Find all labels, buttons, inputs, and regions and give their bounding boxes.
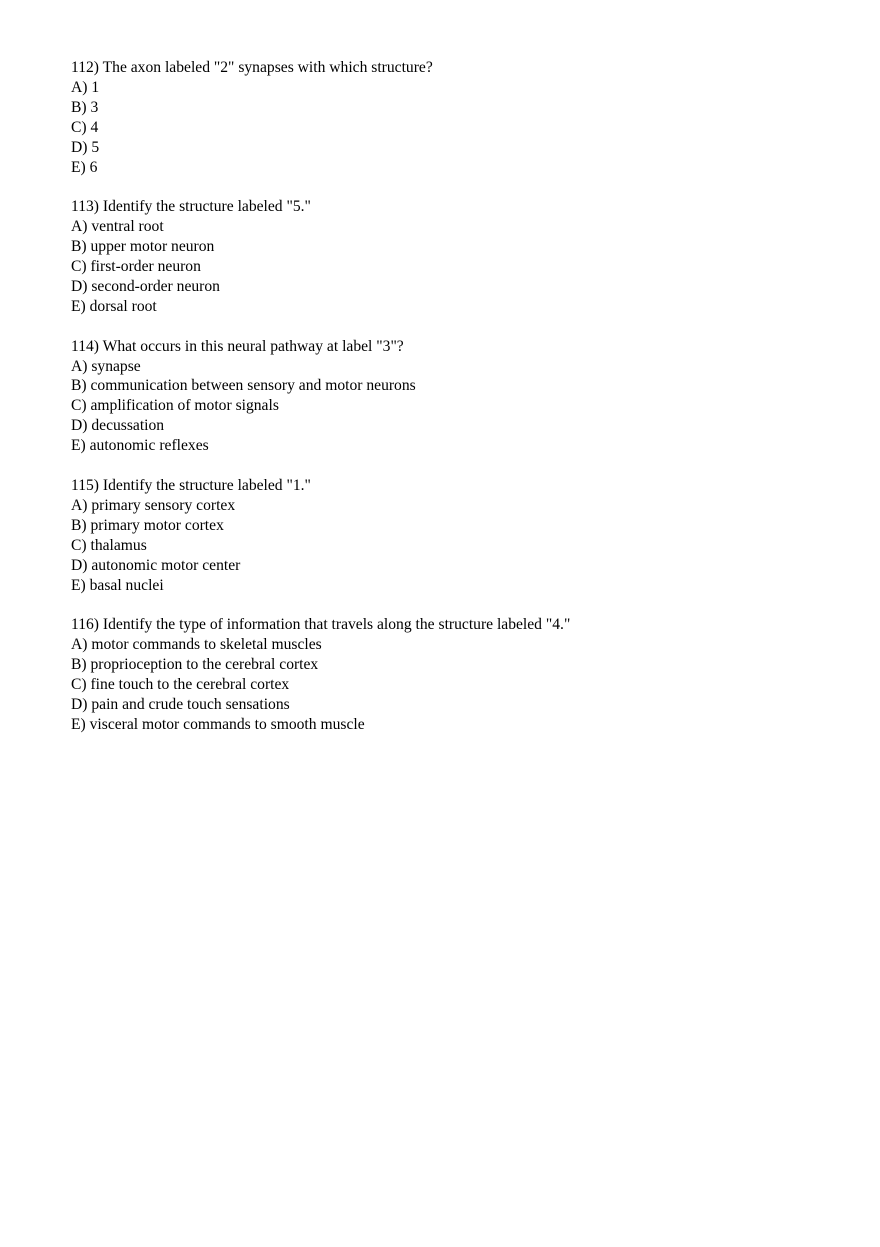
- answer-option-d: D) 5: [71, 138, 100, 156]
- question-stem: 113) Identify the structure labeled "5.": [71, 198, 311, 216]
- answer-option-a: A) ventral root: [71, 218, 164, 236]
- answer-option-c: C) first-order neuron: [71, 258, 201, 276]
- question-stem: 112) The axon labeled "2" synapses with which structure?: [71, 59, 433, 76]
- answer-option-a: A) 1: [71, 78, 100, 96]
- question-list: [71, 58, 851, 755]
- question-112: [71, 58, 851, 177]
- answer-option-c: C) amplification of motor signals: [71, 397, 279, 415]
- answer-option-d: D) autonomic motor center: [71, 556, 241, 574]
- question-114: [71, 337, 851, 456]
- answer-option-d: D) second-order neuron: [71, 277, 220, 295]
- question-113: [71, 197, 851, 316]
- question-116: [71, 615, 851, 734]
- answer-option-a: A) primary sensory cortex: [71, 496, 236, 514]
- answer-option-c: C) 4: [71, 118, 99, 136]
- answer-option-e: E) basal nuclei: [71, 576, 164, 594]
- answer-option-e: E) visceral motor commands to smooth muscle: [71, 715, 365, 733]
- answer-option-a: A) synapse: [71, 357, 141, 375]
- answer-option-b: B) primary motor cortex: [71, 516, 224, 534]
- answer-option-a: A) motor commands to skeletal muscles: [71, 636, 322, 654]
- question-115: [71, 476, 851, 595]
- question-stem: 115) Identify the structure labeled "1.": [71, 476, 311, 494]
- answer-option-e: E) 6: [71, 158, 98, 176]
- answer-option-e: E) autonomic reflexes: [71, 437, 209, 455]
- answer-option-c: C) fine touch to the cerebral cortex: [71, 676, 290, 694]
- answer-option-b: B) proprioception to the cerebral cortex: [71, 656, 319, 674]
- answer-option-d: D) decussation: [71, 417, 165, 435]
- answer-option-e: E) dorsal root: [71, 297, 157, 315]
- question-stem: 116) Identify the type of information that travels along the structure labeled "4.": [71, 616, 571, 634]
- answer-option-b: B) 3: [71, 98, 99, 116]
- answer-option-b: B) communication between sensory and motor neurons: [71, 377, 416, 395]
- answer-option-d: D) pain and crude touch sensations: [71, 695, 290, 713]
- question-stem: 114) What occurs in this neural pathway at label "3"?: [71, 337, 404, 355]
- answer-option-b: B) upper motor neuron: [71, 238, 215, 256]
- answer-option-c: C) thalamus: [71, 536, 147, 554]
